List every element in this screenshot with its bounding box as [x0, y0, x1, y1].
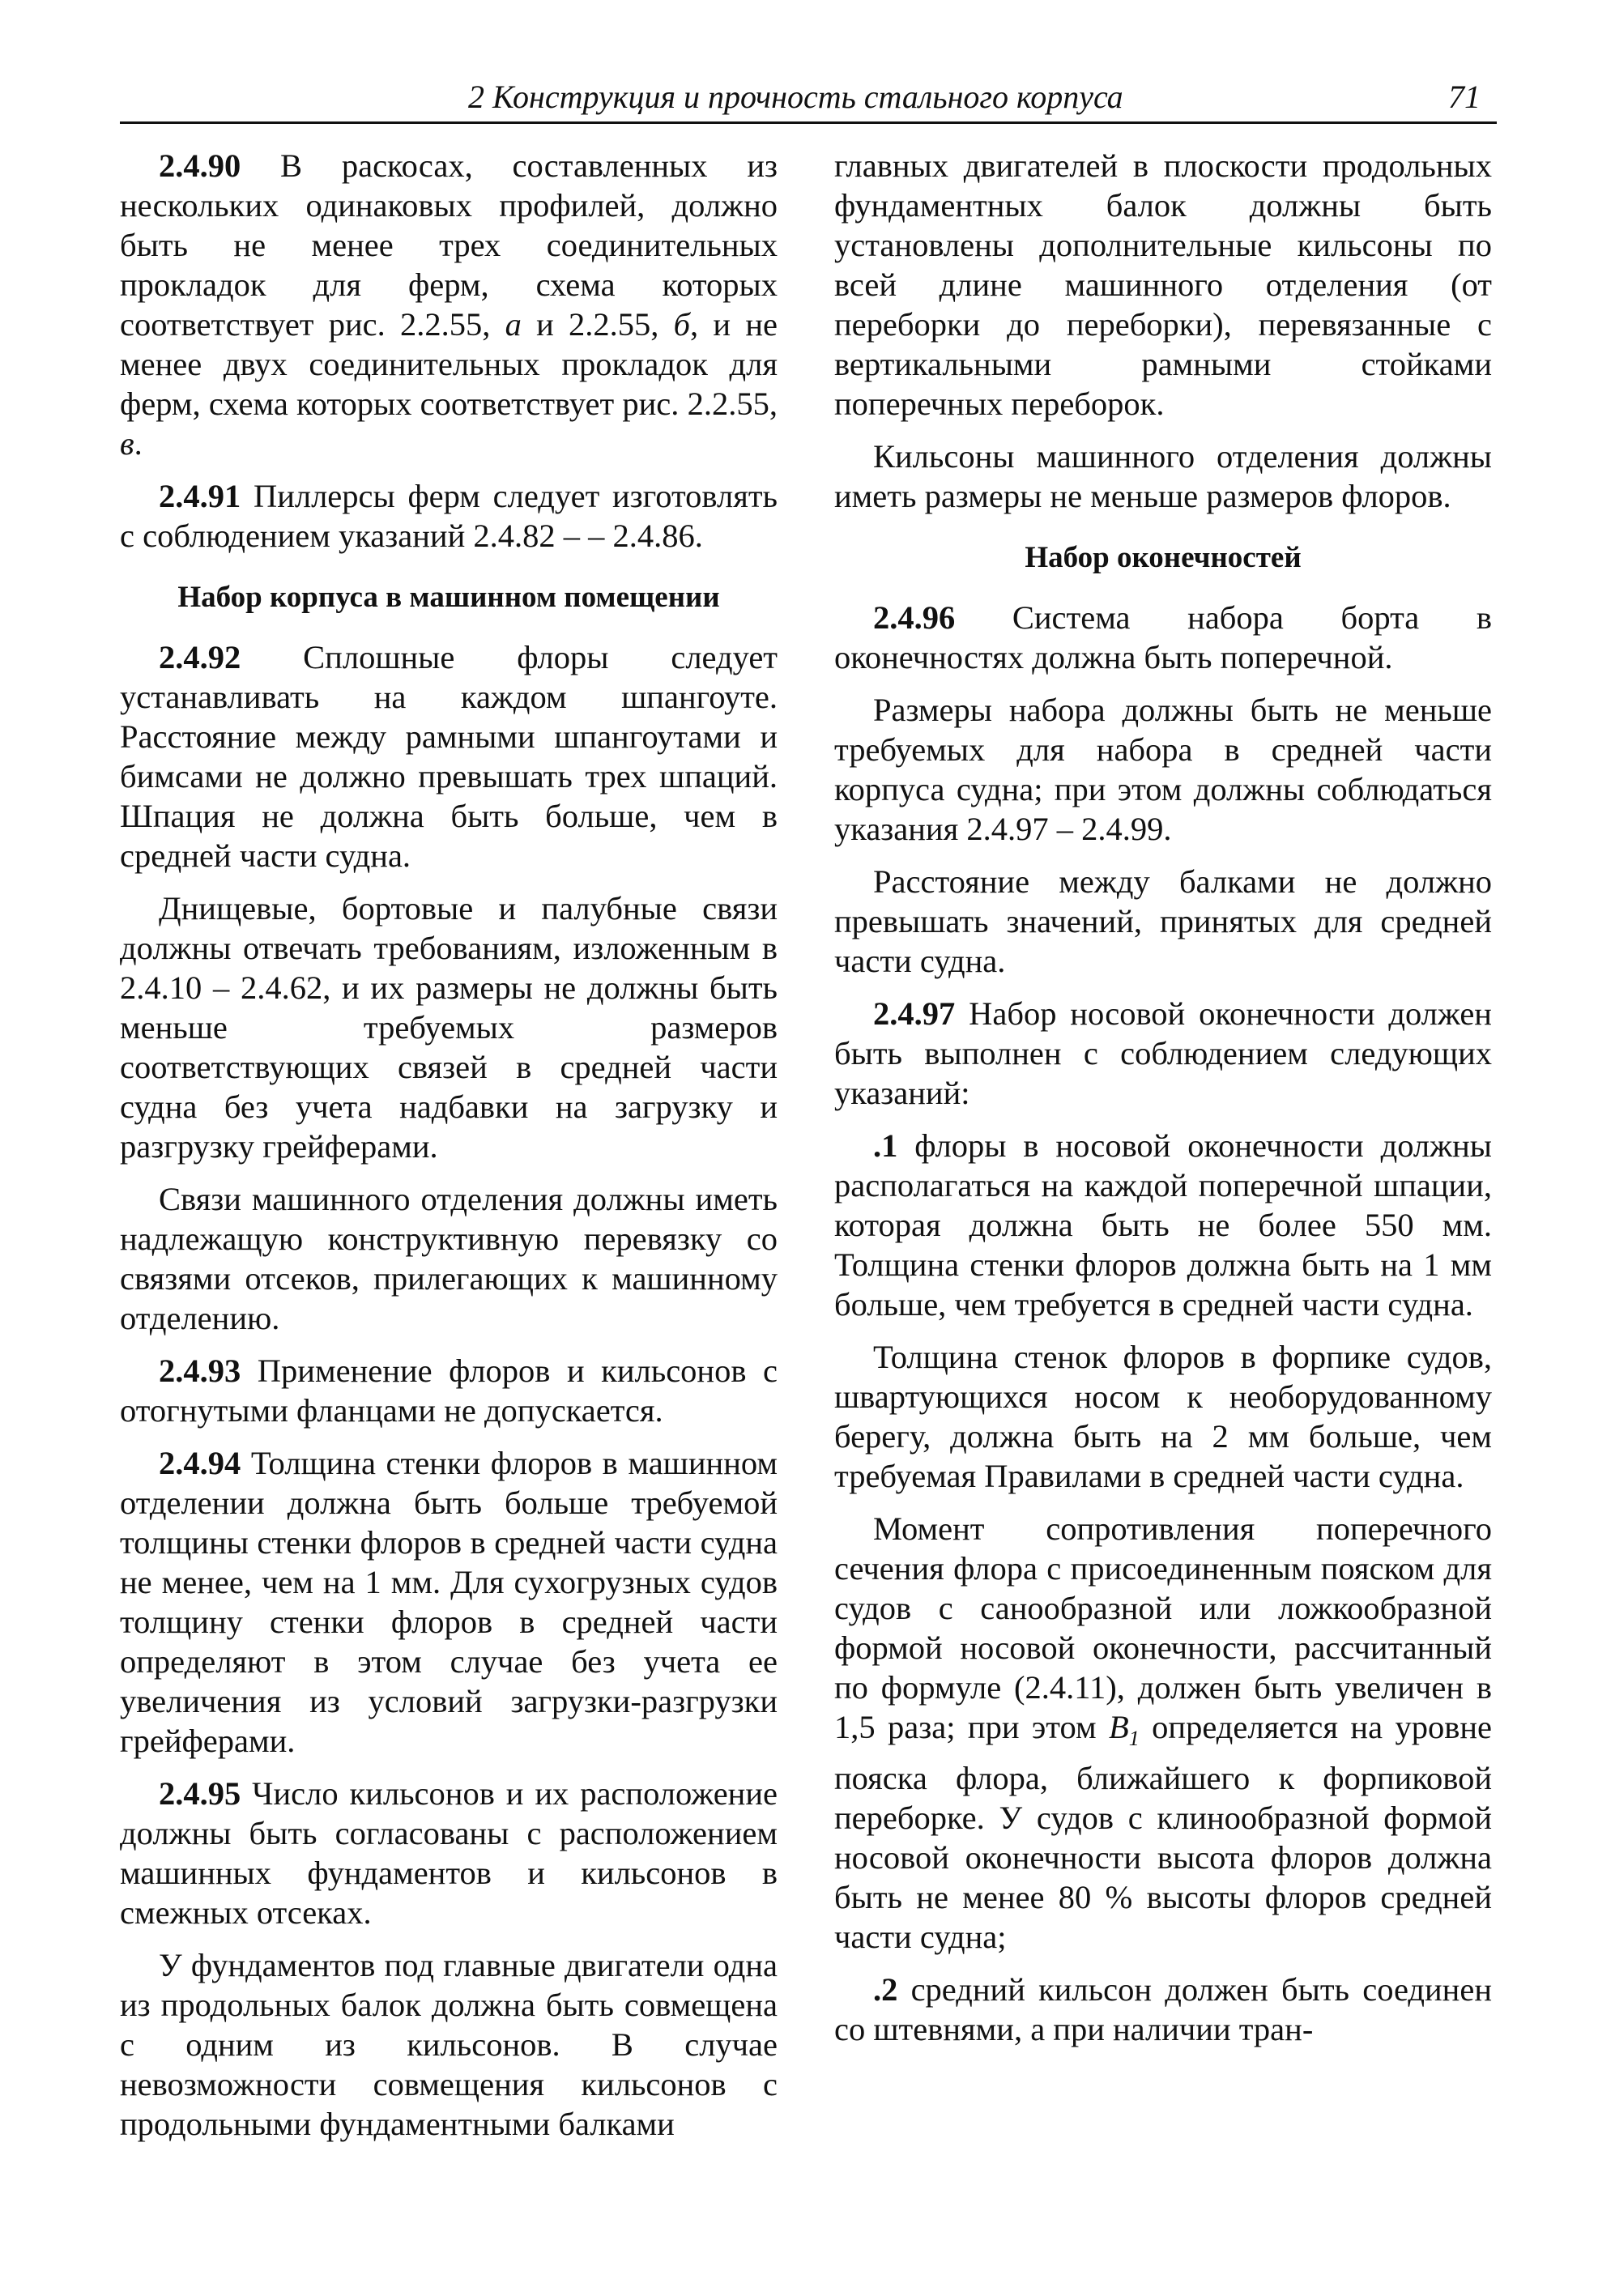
paragraph-text: средний кильсон должен быть соединен со штевнями, а при наличии тран- [834, 1971, 1492, 2048]
list-marker: .2 [873, 1971, 898, 2008]
paragraph-text: Момент сопротивления поперечного сечения флора с присоединенным пояском для судов с санообразной или ложкообразной формой носовой оконечности, рассчитанный по формуле (2.4.11), должен быть увеличен в 1,5 раза; при этом [834, 1510, 1492, 1745]
variable-symbol: B [1109, 1709, 1129, 1745]
paragraph-2-4-91 [120, 476, 778, 556]
clause-number: 2.4.94 [159, 1445, 241, 1481]
paragraph-2-4-93 [120, 1351, 778, 1430]
paragraph-2-4-96 [834, 598, 1492, 677]
paragraph-text: В раскосах, составленных из нескольких одинаковых профилей, должно быть не менее трех соединительных прокладок для ферм, схема которых соответствует рис. 2.2.55, [120, 147, 778, 343]
paragraph-text: Система набора борта в оконечностях должна быть поперечной. [834, 599, 1492, 675]
running-header [120, 71, 1497, 124]
paragraph-2-4-94 [120, 1443, 778, 1761]
paragraph-text: Пиллерсы ферм следует изготовлять с соблюдением указаний 2.4.82 – – 2.4.86. [120, 478, 778, 554]
paragraph-text: Толщина стенки флоров в машинном отделении должна быть больше требуемой толщины стенки флоров в средней части судна не менее, чем на 1 мм. Для сухогрузных судов толщину стенки флоров в средней части определяют в этом случае без учета ее увеличения из условий загрузки-разгрузки грейферами. [120, 1445, 778, 1759]
left-column [120, 146, 778, 2157]
paragraph-2-4-90 [120, 146, 778, 463]
figure-ref-v: в [120, 425, 134, 462]
figure-ref-a: а [505, 306, 522, 343]
clause-number: 2.4.90 [159, 147, 241, 184]
clause-number: 2.4.92 [159, 639, 241, 675]
clause-number: 2.4.91 [159, 478, 241, 514]
paragraph-foundations: У фундаментов под главные двигатели одна из продольных балок должна быть совмещена с одним из кильсонов. В случае невозможности совмещения кильсонов с продольными фундаментными балками [120, 1947, 778, 2142]
paragraph-keelsons: Кильсоны машинного отделения должны иметь размеры не меньше размеров флоров. [834, 438, 1492, 514]
header-title: 2 Конструкция и прочность стального корпуса [468, 79, 1123, 115]
paragraph-text: определяется на уровне пояска флора, ближайшего к форпиковой переборке. У судов с клинообразной формой носовой оконечности высота флоров должна быть не менее 80 % высоты флоров средней части судна; [834, 1709, 1492, 1956]
paragraph-engine-ties: Связи машинного отделения должны иметь надлежащую конструктивную перевязку со связями отсеков, прилегающих к машинному отделению. [120, 1181, 778, 1336]
clause-number: 2.4.95 [159, 1775, 241, 1812]
variable-subscript: 1 [1128, 1727, 1140, 1751]
paragraph-sizes: Размеры набора должны быть не меньше требуемых для набора в средней части корпуса судна; при этом должны соблюдаться указания 2.4.97 – 2.4.99. [834, 692, 1492, 847]
paragraph-text: Сплошные флоры следует устанавливать на каждом шпангоуте. Расстояние между рамными шпангоутами и бимсами не должно превышать трех шпаций. Шпация не должна быть больше, чем в средней части судна. [120, 639, 778, 874]
right-column [834, 146, 1492, 2062]
figure-ref-b: б [673, 306, 691, 343]
paragraph-text: Набор носовой оконечности должен быть выполнен с соблюдением следующих указаний: [834, 995, 1492, 1111]
clause-number: 2.4.97 [873, 995, 956, 1032]
list-item-2 [834, 1970, 1492, 2049]
paragraph-2-4-97 [834, 994, 1492, 1113]
paragraph-continued: главных двигателей в плоскости продольных фундаментных балок должны быть установлены дополнительные кильсоны по всей длине машинного отделения (от переборки до переборки), перевязанные с вертикальными рамными стойками поперечных переборок. [834, 147, 1492, 422]
paragraph-text: флоры в носовой оконечности должны располагаться на каждой поперечной шпации, которая должна быть не более 550 мм. Толщина стенки флоров должна быть на 1 мм больше, чем требуется в средней части судна. [834, 1127, 1492, 1323]
list-marker: .1 [873, 1127, 898, 1164]
paragraph-moment [834, 1509, 1492, 1957]
page-number: 71 [1448, 79, 1481, 115]
paragraph-forepeak: Толщина стенок флоров в форпике судов, швартующихся носом к необорудованному берегу, должна быть на 2 мм больше, чем требуемая Правилами в средней части судна. [834, 1339, 1492, 1494]
paragraph-text: , и не менее двух соединительных прокладок для ферм, схема которых соответствует рис. 2.2.55, [120, 306, 778, 422]
paragraph-2-4-95 [120, 1774, 778, 1932]
list-item-1 [834, 1126, 1492, 1324]
paragraph-text: и 2.2.55, [521, 306, 674, 343]
clause-number: 2.4.93 [159, 1352, 241, 1389]
paragraph-ties: Днищевые, бортовые и палубные связи должны отвечать требованиям, изложенным в 2.4.10 – 2.4.62, и их размеры не должны быть меньше требуемых размеров соответствующих связей в средней части судна без учета надбавки на загрузку и разгрузку грейферами. [120, 890, 778, 1165]
clause-number: 2.4.96 [873, 599, 956, 636]
paragraph-2-4-92 [120, 637, 778, 875]
variable-b [1109, 1709, 1140, 1751]
paragraph-text: Число кильсонов и их расположение должны быть согласованы с расположением машинных фундаментов и кильсонов в смежных отсеках. [120, 1775, 778, 1931]
section-heading-ends: Набор оконечностей [1025, 541, 1302, 574]
paragraph-text: Применение флоров и кильсонов с отогнутыми фланцами не допускается. [120, 1352, 778, 1429]
paragraph-distance: Расстояние между балками не должно превышать значений, принятых для средней части судна. [834, 863, 1492, 979]
section-heading-engine-room: Набор корпуса в машинном помещении [177, 581, 720, 614]
paragraph-text: . [134, 425, 143, 462]
